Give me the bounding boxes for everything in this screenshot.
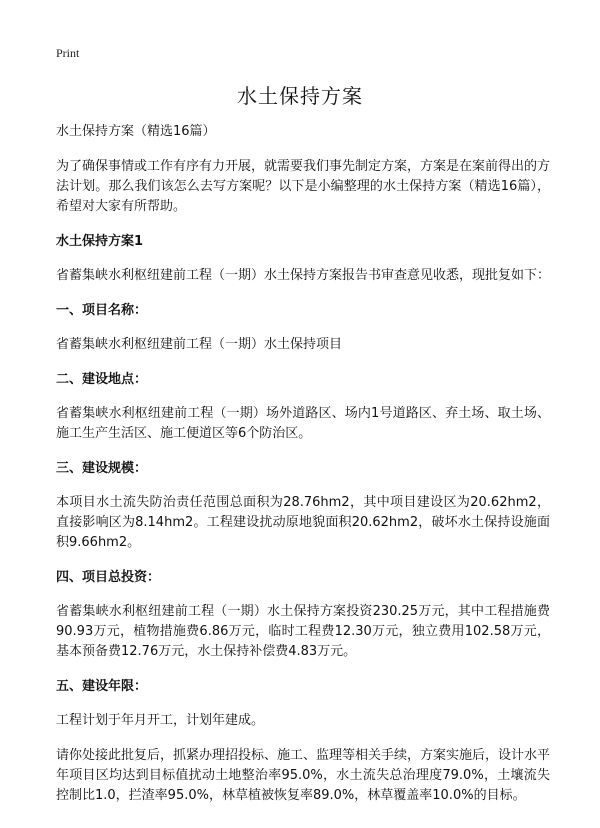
intro-paragraph: 为了确保事情或工作有序有力开展，就需要我们事先制定方案，方案是在案前得出的方法计划。那么我们该怎么去写方案呢？以下是小编整理的水土保持方案（精选16篇），希望对大家有所帮助。 (56, 159, 551, 214)
closing-paragraph: 请你处接此批复后，抓紧办理招投标、施工、监理等相关手续，方案实施后，设计水平年项目区均达到目标值扰动土地整治率95.0%，水土流失总治理度79.0%，土壤流失控制比1.0，拦渣率95.0%，林草植被恢复率89.0%，林草覆盖率10.0%的目标。 (56, 748, 551, 803)
item-heading-investment: 四、项目总投资： (56, 570, 161, 585)
item-heading-project-name: 一、项目名称： (56, 303, 148, 318)
item-heading-duration: 五、建设年限： (56, 679, 148, 694)
item-text-project-name: 省蓄集峡水利枢纽建前工程（一期）水土保持项目 (56, 337, 343, 352)
reply-intro-paragraph: 省蓄集峡水利枢纽建前工程（一期）水土保持方案报告书审查意见收悉，现批复如下： (56, 268, 551, 283)
item-text-investment: 省蓄集峡水利枢纽建前工程（一期）水土保持方案投资230.25万元，其中工程措施费90.93万元，植物措施费6.86万元，临时工程费12.30万元，独立费用102.58万元，基本预备费12.76万元，水土保持补偿费4.83万元。 (56, 604, 550, 659)
print-link[interactable]: Print (56, 46, 80, 60)
subtitle: 水土保持方案（精选16篇） (56, 124, 216, 139)
section-heading: 水土保持方案1 (56, 234, 144, 249)
item-text-scale: 本项目水土流失防治责任范围总面积为28.76hm2，其中项目建设区为20.62hm2，直接影响区为8.14hm2。工程建设扰动原地貌面积20.62hm2，破坏水土保持设施面积9.66hm2。 (56, 495, 550, 550)
page-title: 水土保持方案 (237, 84, 363, 108)
document-body (56, 122, 550, 815)
item-heading-location: 二、建设地点： (56, 372, 148, 387)
item-text-location: 省蓄集峡水利枢纽建前工程（一期）场外道路区、场内1号道路区、弃土场、取土场、施工生产生活区、施工便道区等6个防治区。 (56, 406, 550, 441)
item-text-duration: 工程计划于年月开工，计划年建成。 (56, 713, 265, 728)
item-heading-scale: 三、建设规模： (56, 461, 148, 476)
